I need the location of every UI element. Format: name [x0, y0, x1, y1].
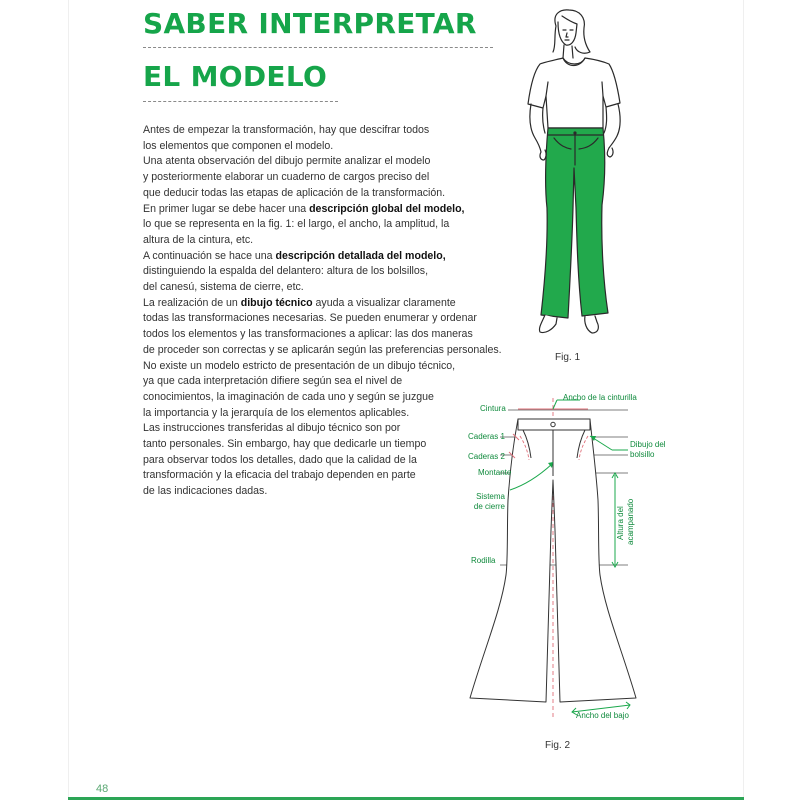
label-ancho-bajo: Ancho del bajo: [576, 711, 629, 720]
label-rodilla: Rodilla: [471, 556, 496, 565]
body-line-text: y posteriormente elaborar un cuaderno de cargos preciso del: [143, 171, 430, 184]
page-number: 48: [96, 783, 109, 795]
body-line-text: todos los elementos y las transformaciones a aplicar: las dos maneras: [143, 328, 473, 341]
label-cintura: Cintura: [480, 404, 506, 413]
fig1-caption: Fig. 1: [555, 352, 581, 363]
body-line-text: transformación y la eficacia del trabajo dependen en parte: [143, 469, 416, 482]
body-line-text: la importancia y la jerarquía de los elementos aplicables.: [143, 406, 410, 419]
body-line-text: ayuda a visualizar claramente: [312, 296, 456, 309]
body-line-text: para observar todos los detalles, dado que la calidad de la: [143, 453, 417, 466]
label-montante: Montante: [478, 468, 512, 477]
heading-line-1: SABER INTERPRETAR: [143, 7, 477, 40]
body-line-text: tanto personales. Sin embargo, hay que dedicarle un tiempo: [143, 438, 427, 451]
body-line-text: que deducir todas las etapas de aplicación de la transformación.: [143, 186, 446, 199]
label-altura-del: Altura del: [616, 506, 625, 540]
heading-line-2: EL MODELO: [143, 60, 328, 93]
body-line-emphasis: descripción detallada del modelo,: [275, 249, 446, 262]
body-line-text: los elementos que componen el modelo.: [143, 139, 334, 152]
body-line-text: A continuación se hace una: [143, 249, 276, 262]
body-line-text: de proceder son correctas y se aplicarán según las preferencias personales.: [143, 343, 502, 356]
body-line-text: La realización de un: [143, 296, 241, 309]
body-line-text: Las instrucciones transferidas al dibujo técnico son por: [143, 422, 401, 435]
body-line-text: ya que cada interpretación difiere según sea el nivel de: [143, 375, 403, 388]
body-line-emphasis: descripción global del modelo,: [309, 202, 465, 215]
body-line-text: todas las transformaciones necesarias. Se pueden enumerar y ordenar: [143, 312, 477, 325]
body-line-text: distinguiendo la espalda del delantero: altura de los bolsillos,: [143, 265, 429, 278]
label-caderas-2: Caderas 2: [468, 452, 505, 461]
body-line-text: conocimientos, la imaginación de cada uno y según se juzgue: [143, 390, 434, 403]
body-line-text: lo que se representa en la fig. 1: el largo, el ancho, la amplitud, la: [143, 218, 450, 231]
label-caderas-1: Caderas 1: [468, 432, 505, 441]
body-line-text: Antes de empezar la transformación, hay que descifrar todos: [143, 124, 430, 136]
label-sistema: Sistema: [476, 492, 505, 501]
body-line-text: Una atenta observación del dibujo permite analizar el modelo: [143, 155, 431, 168]
body-line-text: de las indicaciones dadas.: [143, 485, 268, 498]
label-de-cierre: de cierre: [473, 502, 505, 511]
label-bolsillo: bolsillo: [630, 450, 655, 459]
body-line-text: En primer lugar se debe hacer una: [143, 202, 310, 215]
body-line-emphasis: dibujo técnico: [240, 296, 313, 309]
body-line-text: No existe un modelo estricto de presentación de un dibujo técnico,: [143, 359, 456, 372]
body-line-text: altura de la cintura, etc.: [143, 233, 254, 246]
label-acampanado: acampanado: [626, 498, 635, 545]
body-line-text: del canesú, sistema de cierre, etc.: [143, 281, 304, 294]
fashion-figure-illustration: [528, 10, 620, 333]
fig2-caption: Fig. 2: [545, 740, 571, 751]
label-ancho-cinturilla: Ancho de la cinturilla: [563, 393, 637, 402]
label-dibujo-del: Dibujo del: [630, 440, 666, 449]
